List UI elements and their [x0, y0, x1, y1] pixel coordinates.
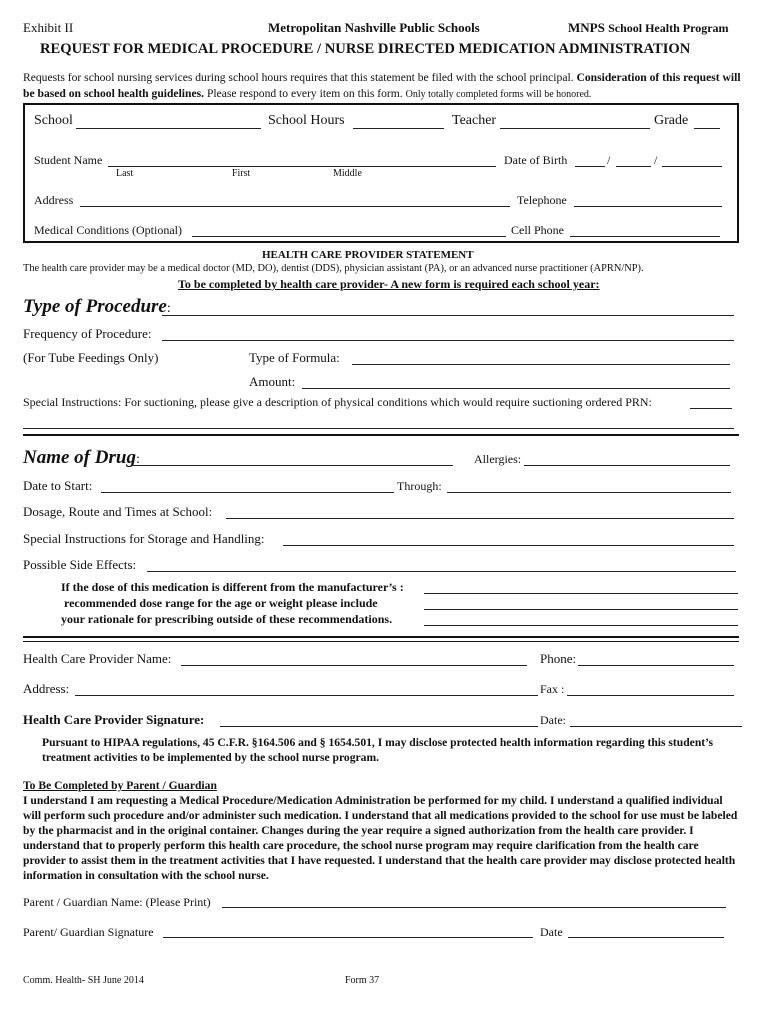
- provider-phone-label: Phone:: [540, 651, 577, 666]
- procedure-type-field[interactable]: [162, 315, 734, 316]
- provider-name-label: Health Care Provider Name:: [23, 651, 172, 666]
- dose-rationale-line-1: If the dose of this medication is different from the manufacturer’s :: [61, 580, 404, 594]
- formula-field[interactable]: [352, 364, 730, 365]
- medical-conditions-label: Medical Conditions (Optional): [34, 223, 182, 237]
- parent-name-label: Parent / Guardian Name: (Please Print): [23, 895, 211, 909]
- organization-name: Metropolitan Nashville Public Schools: [268, 20, 480, 35]
- student-name-field[interactable]: [108, 166, 496, 167]
- parent-name-field[interactable]: [222, 907, 726, 908]
- dob-label: Date of Birth: [504, 153, 568, 167]
- procedure-type-colon: :: [166, 301, 171, 316]
- program-abbrev: MNPS: [568, 20, 605, 35]
- cell-phone-field[interactable]: [570, 236, 720, 237]
- dob-month-field[interactable]: [575, 166, 605, 167]
- student-name-label: Student Name: [34, 153, 103, 167]
- amount-field[interactable]: [302, 388, 730, 389]
- through-field[interactable]: [447, 492, 731, 493]
- side-effects-label: Possible Side Effects:: [23, 557, 137, 572]
- provider-address-label: Address:: [23, 681, 70, 696]
- medical-conditions-field[interactable]: [192, 236, 506, 237]
- amount-label: Amount:: [249, 374, 296, 389]
- allergies-field[interactable]: [524, 465, 730, 466]
- procedure-type-text: Type of Procedure: [23, 296, 167, 317]
- dose-rationale-field-3[interactable]: [424, 625, 738, 626]
- procedure-type-label: [23, 296, 171, 318]
- first-name-caption: First: [232, 168, 251, 179]
- storage-field[interactable]: [283, 545, 734, 546]
- cell-phone-label: Cell Phone: [511, 223, 564, 237]
- provider-statement-heading: HEALTH CARE PROVIDER STATEMENT: [262, 249, 474, 261]
- intro-text-1: Requests for school nursing services during school hours requires that this statement be filed with the school principal.: [23, 71, 574, 84]
- provider-date-field[interactable]: [570, 726, 742, 727]
- intro-text-2: Please respond to every item on this form.: [206, 86, 403, 100]
- dosage-field[interactable]: [226, 518, 734, 519]
- storage-label: Special Instructions for Storage and Handling:: [23, 531, 265, 546]
- parent-signature-label: Parent/ Guardian Signature: [23, 925, 154, 939]
- intro-bold: Consideration of this request will be based on school health guidelines.: [23, 71, 741, 100]
- dob-separator-2: /: [654, 153, 658, 167]
- grade-label: Grade: [654, 113, 689, 128]
- grade-field[interactable]: [694, 128, 720, 129]
- parent-date-label: Date: [540, 925, 563, 939]
- school-field[interactable]: [76, 128, 261, 129]
- provider-fax-label: Fax :: [540, 682, 565, 696]
- dose-rationale-line-2: recommended dose range for the age or weight please include: [64, 596, 378, 610]
- frequency-label: Frequency of Procedure:: [23, 326, 152, 341]
- teacher-field[interactable]: [500, 128, 650, 129]
- parent-statement: I understand I am requesting a Medical Procedure/Medication Administration be performed for my child. I understand a qualified individual will perform such procedure and/or administer such medication. I understand that all medications provided to the school for use must be labeled by the pharmacist and in the original container. Changes during the year require a signed authorization from the health care provider. I understand that to properly perform this health care procedure, the school nurse program may require clarification from the health care provider to assist them in the treatment activities that I have requested. I understand that the health care provider may disclose protected health information in consultation with the school nurse.: [23, 794, 738, 882]
- address-field[interactable]: [80, 206, 510, 207]
- drug-name-field[interactable]: [133, 465, 453, 466]
- provider-name-field[interactable]: [181, 665, 527, 666]
- date-start-field[interactable]: [101, 492, 394, 493]
- parent-signature-field[interactable]: [163, 937, 533, 938]
- parent-date-field[interactable]: [568, 937, 724, 938]
- allergies-label: Allergies:: [474, 452, 522, 466]
- dose-rationale-field-1[interactable]: [424, 593, 738, 594]
- formula-label: Type of Formula:: [249, 350, 340, 365]
- dose-rationale-line-3: your rationale for prescribing outside of these recommendations.: [61, 612, 393, 626]
- side-effects-field[interactable]: [147, 571, 736, 572]
- telephone-field[interactable]: [574, 206, 722, 207]
- provider-signature-field[interactable]: [220, 726, 538, 727]
- teacher-label: Teacher: [452, 113, 497, 128]
- school-hours-label: School Hours: [268, 113, 345, 128]
- drug-name-text: Name of Drug: [23, 447, 136, 468]
- provider-phone-field[interactable]: [578, 665, 734, 666]
- frequency-field[interactable]: [162, 340, 734, 341]
- drug-name-colon: :: [135, 452, 140, 467]
- provider-signature-label: Health Care Provider Signature:: [23, 712, 205, 727]
- divider-top: [23, 434, 739, 436]
- provider-statement-note: To be completed by health care provider- A new form is required each school year:: [178, 277, 600, 291]
- special-instructions-label: Special Instructions: For suctioning, please give a description of physical conditions which would require suctioning ordered PRN:: [23, 395, 652, 409]
- provider-fax-field[interactable]: [567, 695, 734, 696]
- provider-statement-desc: The health care provider may be a medical doctor (MD, DO), dentist (DDS), physician assistant (PA), or an advanced nurse practitioner (APRN/NP).: [23, 263, 644, 274]
- date-start-label: Date to Start:: [23, 478, 93, 493]
- telephone-label: Telephone: [517, 193, 567, 207]
- special-instructions-field-2[interactable]: [23, 428, 734, 429]
- footer-revision: Comm. Health- SH June 2014: [23, 975, 144, 986]
- dose-rationale-field-2[interactable]: [424, 609, 738, 610]
- program-title: School Health Program: [608, 21, 729, 35]
- last-name-caption: Last: [116, 168, 134, 179]
- program-name: [568, 20, 729, 36]
- parent-heading: To Be Completed by Parent / Guardian: [23, 779, 217, 792]
- dob-day-field[interactable]: [616, 166, 651, 167]
- address-label: Address: [34, 193, 74, 207]
- dosage-label: Dosage, Route and Times at School:: [23, 504, 213, 519]
- hipaa-notice: Pursuant to HIPAA regulations, 45 C.F.R. §164.506 and § 1654.501, I may disclose protected health information regarding this student’s treatment activities to be implemented by the school nurse program.: [42, 736, 714, 764]
- drug-name-label: [23, 447, 140, 469]
- provider-address-field[interactable]: [75, 695, 538, 696]
- intro-paragraph: [23, 70, 741, 102]
- school-hours-field[interactable]: [353, 128, 444, 129]
- intro-small: Only totally completed forms will be honored.: [405, 88, 592, 100]
- form-title: REQUEST FOR MEDICAL PROCEDURE / NURSE DIRECTED MEDICATION ADMINISTRATION: [40, 41, 691, 57]
- provider-date-label: Date:: [540, 713, 566, 727]
- tube-feeding-label: (For Tube Feedings Only): [23, 350, 159, 365]
- exhibit-label: Exhibit II: [23, 20, 74, 35]
- divider-middle: [23, 636, 739, 638]
- school-label: School: [34, 113, 73, 128]
- through-label: Through:: [397, 479, 442, 493]
- divider-middle-thin: [23, 641, 739, 642]
- dob-separator: /: [607, 153, 611, 167]
- special-instructions-field-1[interactable]: [690, 408, 732, 409]
- dob-year-field[interactable]: [662, 166, 722, 167]
- middle-name-caption: Middle: [333, 168, 362, 179]
- footer-form-number: Form 37: [345, 975, 380, 986]
